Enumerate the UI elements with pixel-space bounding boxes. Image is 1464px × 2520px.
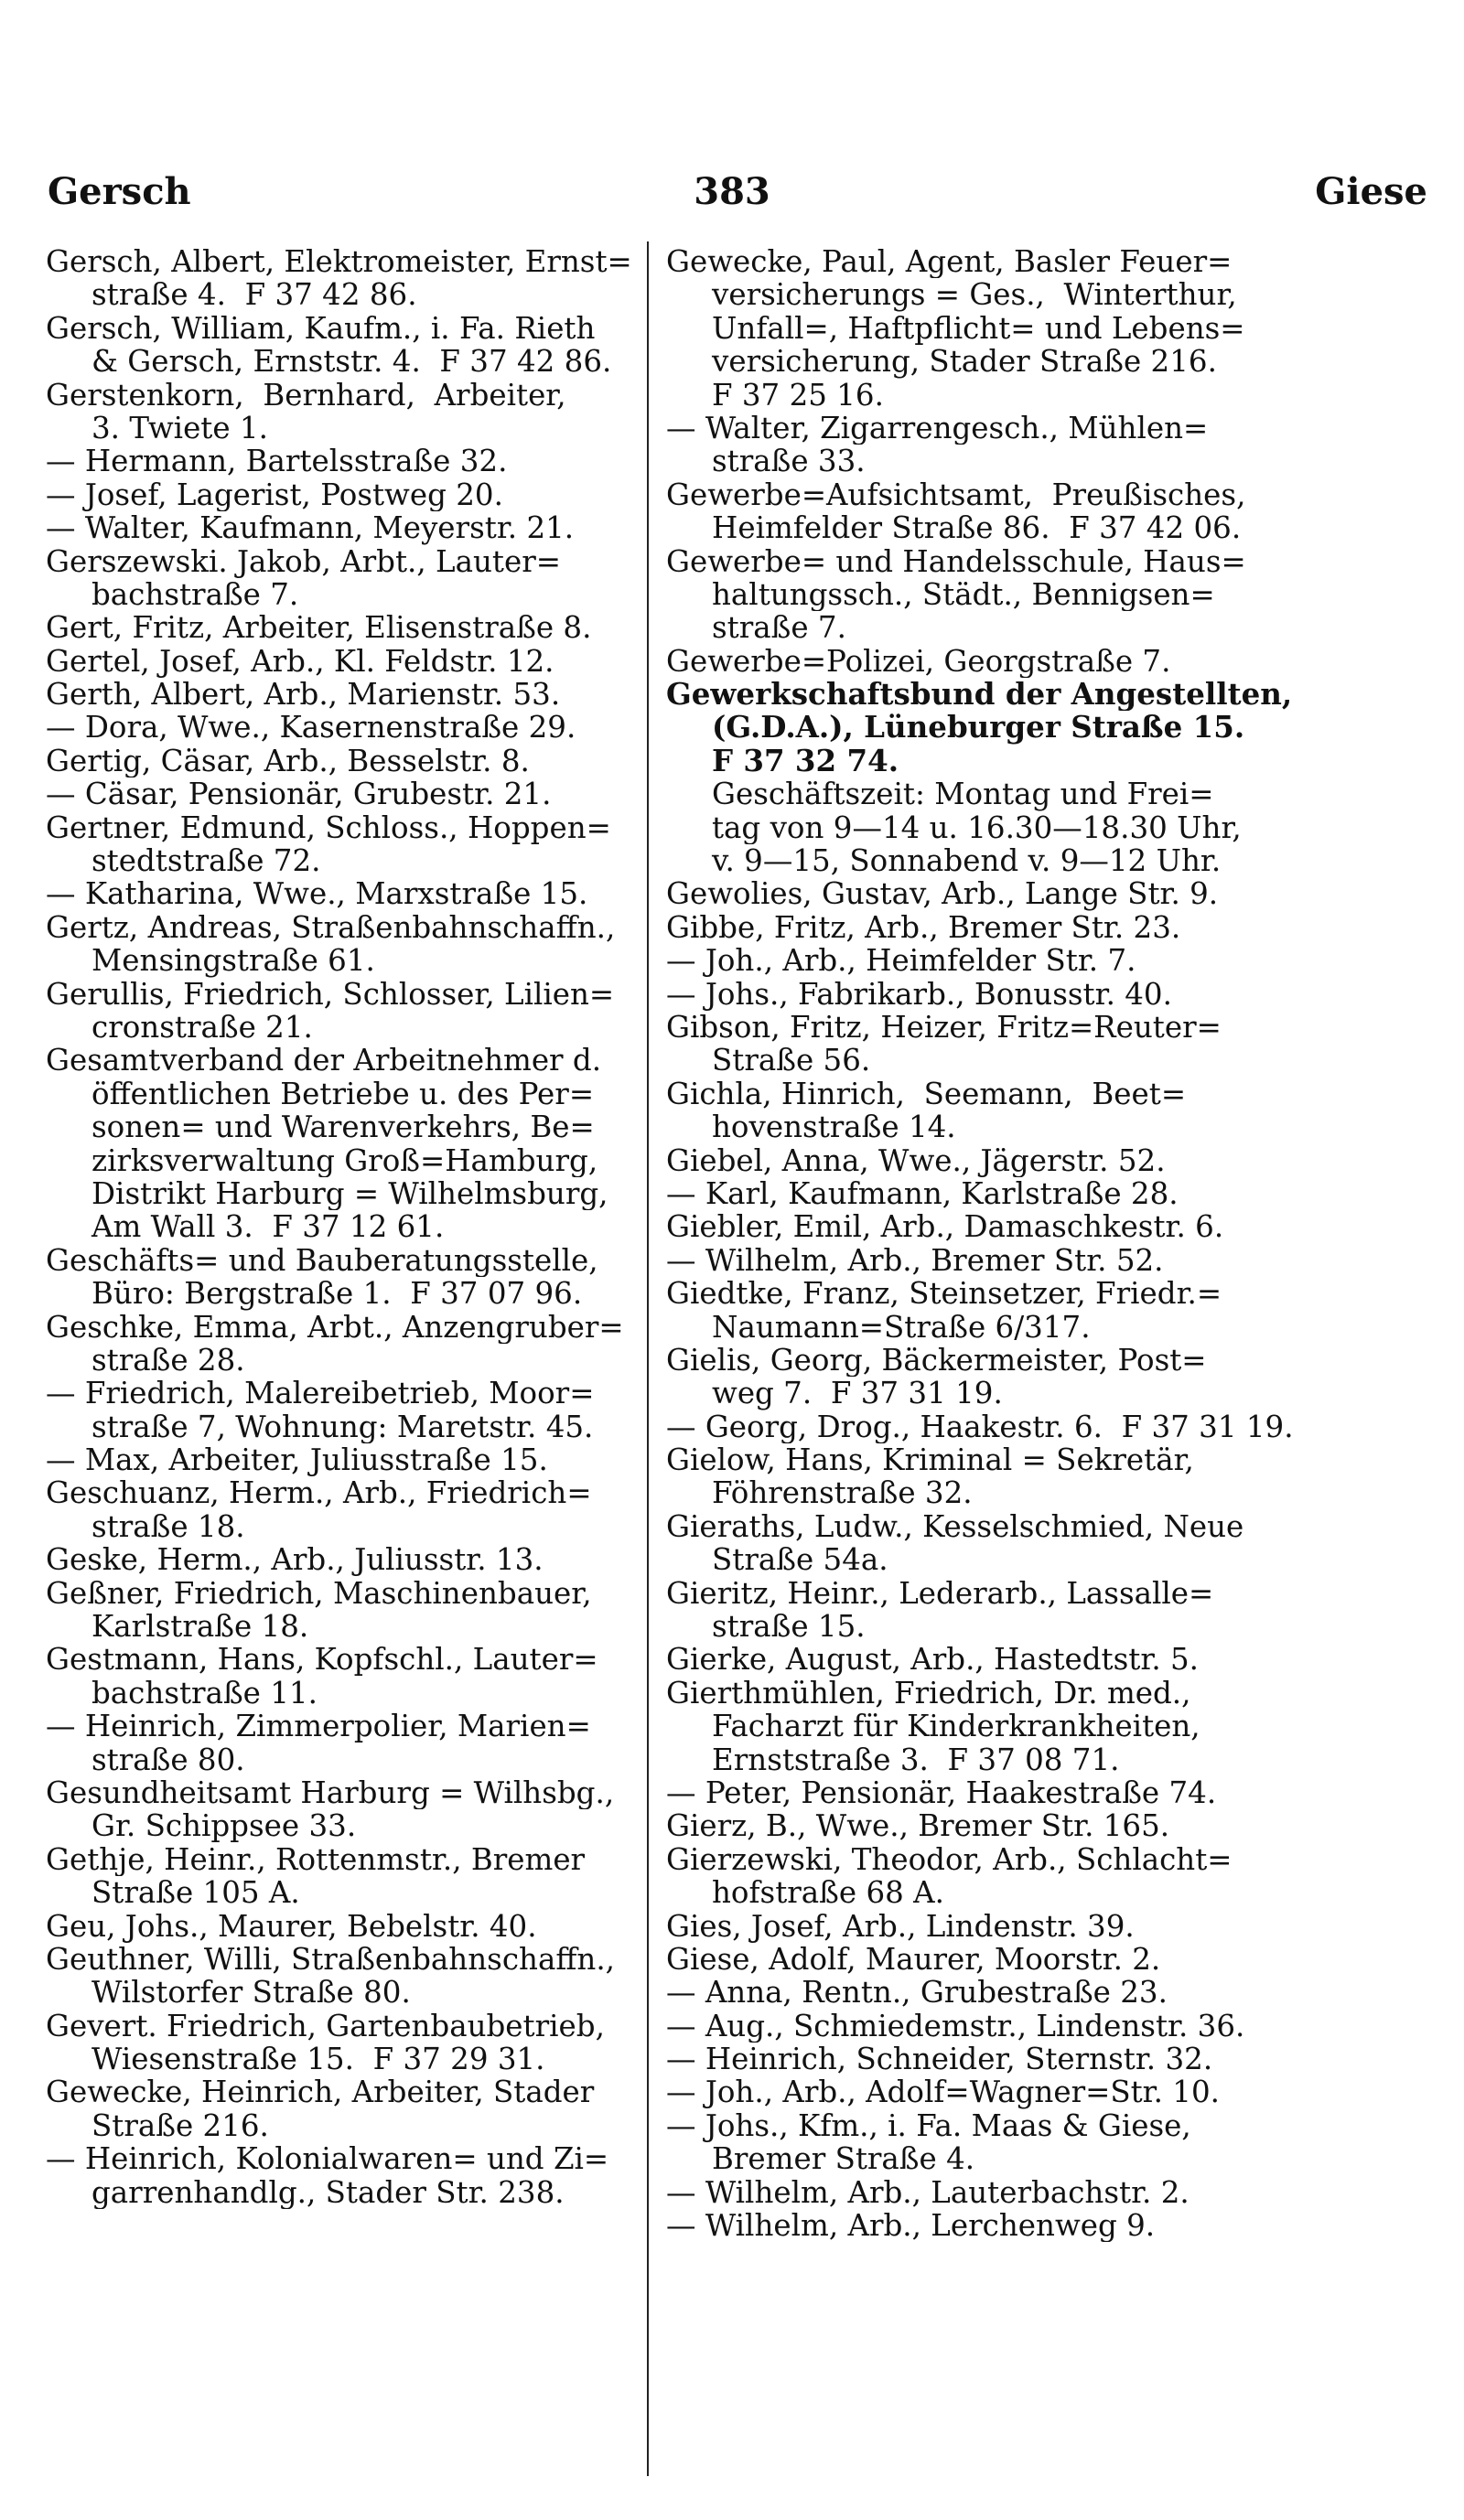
entry-continuation-line: straße 33. bbox=[712, 445, 866, 478]
entry-continuation-line: versicherung, Stader Straße 216. bbox=[712, 345, 1217, 379]
entry-continuation-line: haltungssch., Städt., Bennigsen= bbox=[712, 577, 1215, 612]
entry-line: — Aug., Schmiedemstr., Lindenstr. 36. bbox=[666, 2009, 1245, 2043]
entry-continuation-line: Mensingstraße 61. bbox=[92, 944, 375, 978]
entry-continuation-line: straße 7. bbox=[712, 611, 846, 645]
entry-line: — Hermann, Bartelsstraße 32. bbox=[46, 445, 508, 478]
entry-line: — Joh., Arb., Adolf=Wagner=Str. 10. bbox=[666, 2075, 1220, 2109]
entry-continuation-line: Straße 54a. bbox=[712, 1543, 888, 1577]
entry-line: Gewecke, Paul, Agent, Basler Feuer= bbox=[666, 245, 1233, 279]
entry-continuation-line: Karlstraße 18. bbox=[92, 1610, 309, 1644]
entry-line: Gierzewski, Theodor, Arb., Schlacht= bbox=[666, 1842, 1233, 1877]
entry-continuation-line: straße 80. bbox=[92, 1743, 245, 1776]
entry-continuation-line: (G.D.A.), Lüneburger Straße 15. bbox=[712, 711, 1245, 745]
entry-line: Gielis, Georg, Bäckermeister, Post= bbox=[666, 1343, 1207, 1378]
entry-line: Gevert. Friedrich, Gartenbaubetrieb, bbox=[46, 2009, 605, 2043]
entry-line: — Georg, Drog., Haakestr. 6. F 37 31 19. bbox=[666, 1410, 1294, 1444]
entry-line: — Wilhelm, Arb., Lerchenweg 9. bbox=[666, 2209, 1156, 2243]
entry-continuation-line: Wilstorfer Straße 80. bbox=[92, 1976, 411, 2010]
entry-line: Gerullis, Friedrich, Schlosser, Lilien= bbox=[46, 977, 615, 1011]
entry-line: Gestmann, Hans, Kopfschl., Lauter= bbox=[46, 1643, 598, 1677]
entry-line: Gesundheitsamt Harburg = Wilhsbg., bbox=[46, 1775, 615, 1810]
entry-continuation-line: straße 4. F 37 42 86. bbox=[92, 278, 417, 312]
entry-line: — Joh., Arb., Heimfelder Str. 7. bbox=[666, 944, 1136, 978]
entry-line: Gieritz, Heinr., Lederarb., Lassalle= bbox=[666, 1576, 1214, 1611]
entry-continuation-line: Büro: Bergstraße 1. F 37 07 96. bbox=[92, 1277, 583, 1311]
entry-line: Gewerkschaftsbund der Angestellten, bbox=[666, 678, 1293, 712]
entry-line: Giebler, Emil, Arb., Damaschkestr. 6. bbox=[666, 1210, 1224, 1244]
entry-continuation-line: Wiesenstraße 15. F 37 29 31. bbox=[92, 2043, 545, 2076]
entry-continuation-line: F 37 25 16. bbox=[712, 378, 884, 412]
entry-line: Gichla, Hinrich, Seemann, Beet= bbox=[666, 1077, 1187, 1111]
entry-line: Geschke, Emma, Arbt., Anzengruber= bbox=[46, 1310, 624, 1344]
entry-continuation-line: Straße 216. bbox=[92, 2108, 269, 2143]
entry-line: Geu, Johs., Maurer, Bebelstr. 40. bbox=[46, 1909, 537, 1943]
entry-line: — Katharina, Wwe., Marxstraße 15. bbox=[46, 877, 588, 911]
entry-continuation-line: straße 7, Wohnung: Maretstr. 45. bbox=[92, 1410, 594, 1444]
entry-continuation-line: Bremer Straße 4. bbox=[712, 2142, 975, 2176]
entry-line: Gerszewski. Jakob, Arbt., Lauter= bbox=[46, 544, 561, 578]
entry-line: — Friedrich, Malereibetrieb, Moor= bbox=[46, 1377, 595, 1410]
entry-continuation-line: Naumann=Straße 6/317. bbox=[712, 1310, 1091, 1344]
entry-line: Gewerbe=Aufsichtsamt, Preußisches, bbox=[666, 477, 1246, 512]
entry-continuation-line: hovenstraße 14. bbox=[712, 1110, 956, 1144]
entry-continuation-line: Distrikt Harburg = Wilhelmsburg, bbox=[92, 1176, 608, 1211]
entry-continuation-line: versicherungs = Ges., Winterthur, bbox=[712, 278, 1237, 312]
entry-line: Gerth, Albert, Arb., Marienstr. 53. bbox=[46, 678, 561, 712]
entry-line: — Cäsar, Pensionär, Grubestr. 21. bbox=[46, 777, 552, 811]
entry-line: Geske, Herm., Arb., Juliusstr. 13. bbox=[46, 1543, 544, 1577]
entry-line: — Max, Arbeiter, Juliusstraße 15. bbox=[46, 1443, 548, 1477]
entry-line: — Johs., Fabrikarb., Bonusstr. 40. bbox=[666, 977, 1172, 1011]
entry-line: Geschäfts= und Bauberatungsstelle, bbox=[46, 1243, 598, 1278]
entry-continuation-line: Ernststraße 3. F 37 08 71. bbox=[712, 1743, 1120, 1776]
entry-continuation-line: hofstraße 68 A. bbox=[712, 1876, 944, 1910]
entry-line: — Josef, Lagerist, Postweg 20. bbox=[46, 477, 503, 512]
entry-line: Gielow, Hans, Kriminal = Sekretär, bbox=[666, 1443, 1194, 1477]
entry-line: Gertig, Cäsar, Arb., Besselstr. 8. bbox=[46, 744, 530, 778]
column-divider bbox=[647, 241, 649, 2476]
entry-continuation-line: straße 28. bbox=[92, 1343, 245, 1378]
entry-continuation-line: weg 7. F 37 31 19. bbox=[712, 1377, 1003, 1410]
entry-continuation-line: 3. Twiete 1. bbox=[92, 411, 268, 445]
entry-line: Gethje, Heinr., Rottenmstr., Bremer bbox=[46, 1842, 586, 1877]
right-column bbox=[666, 245, 1444, 2242]
entry-line: — Wilhelm, Arb., Lauterbachstr. 2. bbox=[666, 2175, 1190, 2210]
entry-line: — Peter, Pensionär, Haakestraße 74. bbox=[666, 1775, 1217, 1810]
entry-line: Gies, Josef, Arb., Lindenstr. 39. bbox=[666, 1909, 1135, 1943]
entry-continuation-line: Gr. Schippsee 33. bbox=[92, 1809, 357, 1843]
entry-line: — Walter, Zigarrengesch., Mühlen= bbox=[666, 411, 1209, 445]
entry-continuation-line: tag von 9—14 u. 16.30—18.30 Uhr, bbox=[712, 810, 1242, 845]
entry-line: — Heinrich, Schneider, Sternstr. 32. bbox=[666, 2043, 1213, 2076]
entry-continuation-line: Straße 56. bbox=[712, 1044, 871, 1078]
entry-line: Geßner, Friedrich, Maschinenbauer, bbox=[46, 1576, 592, 1611]
running-head-right: Giese bbox=[1315, 170, 1427, 213]
entry-line: Giedtke, Franz, Steinsetzer, Friedr.= bbox=[666, 1277, 1222, 1311]
entry-line: — Dora, Wwe., Kasernenstraße 29. bbox=[46, 711, 576, 745]
running-head-left: Gersch bbox=[48, 170, 191, 213]
entry-line: Gewerbe=Polizei, Georgstraße 7. bbox=[666, 644, 1171, 679]
entry-continuation-line: Heimfelder Straße 86. F 37 42 06. bbox=[712, 511, 1242, 545]
entry-line: Gewolies, Gustav, Arb., Lange Str. 9. bbox=[666, 877, 1219, 911]
entry-line: — Heinrich, Kolonialwaren= und Zi= bbox=[46, 2142, 609, 2176]
entry-continuation-line: Geschäftszeit: Montag und Frei= bbox=[712, 777, 1214, 811]
entry-continuation-line: straße 15. bbox=[712, 1610, 866, 1644]
page-number: 383 bbox=[694, 170, 770, 213]
entry-line: — Wilhelm, Arb., Bremer Str. 52. bbox=[666, 1243, 1164, 1278]
entry-line: Gierz, B., Wwe., Bremer Str. 165. bbox=[666, 1809, 1170, 1843]
entry-line: Giese, Adolf, Maurer, Moorstr. 2. bbox=[666, 1942, 1161, 1977]
entry-line: Gewecke, Heinrich, Arbeiter, Stader bbox=[46, 2075, 595, 2109]
entry-continuation-line: Straße 105 A. bbox=[92, 1876, 300, 1910]
entry-continuation-line: sonen= und Warenverkehrs, Be= bbox=[92, 1110, 595, 1144]
entry-continuation-line: bachstraße 7. bbox=[92, 577, 299, 612]
entry-continuation-line: zirksverwaltung Groß=Hamburg, bbox=[92, 1143, 598, 1177]
entry-line: Gibbe, Fritz, Arb., Bremer Str. 23. bbox=[666, 910, 1181, 945]
entry-continuation-line: Am Wall 3. F 37 12 61. bbox=[92, 1210, 445, 1244]
entry-line: — Karl, Kaufmann, Karlstraße 28. bbox=[666, 1176, 1179, 1211]
entry-line: Gesamtverband der Arbeitnehmer d. bbox=[46, 1044, 602, 1078]
entry-line: Geschuanz, Herm., Arb., Friedrich= bbox=[46, 1476, 592, 1510]
entry-line: — Heinrich, Zimmerpolier, Marien= bbox=[46, 1710, 591, 1743]
entry-line: Gerstenkorn, Bernhard, Arbeiter, bbox=[46, 378, 566, 412]
entry-line: — Walter, Kaufmann, Meyerstr. 21. bbox=[46, 511, 575, 545]
entry-line: Gersch, William, Kaufm., i. Fa. Rieth bbox=[46, 311, 596, 346]
entry-continuation-line: bachstraße 11. bbox=[92, 1676, 318, 1710]
entry-line: Geuthner, Willi, Straßenbahnschaffn., bbox=[46, 1942, 616, 1977]
entry-continuation-line: Facharzt für Kinderkrankheiten, bbox=[712, 1710, 1200, 1743]
entry-line: Gierke, August, Arb., Hastedtstr. 5. bbox=[666, 1643, 1199, 1677]
entry-continuation-line: stedtstraße 72. bbox=[92, 844, 321, 878]
entry-line: — Anna, Rentn., Grubestraße 23. bbox=[666, 1976, 1168, 2010]
entry-line: Gertz, Andreas, Straßenbahnschaffn., bbox=[46, 910, 616, 945]
entry-continuation-line: Föhrenstraße 32. bbox=[712, 1476, 973, 1510]
left-column bbox=[46, 245, 640, 2209]
entry-line: Giebel, Anna, Wwe., Jägerstr. 52. bbox=[666, 1143, 1166, 1177]
entry-continuation-line: straße 18. bbox=[92, 1509, 245, 1544]
entry-continuation-line: cronstraße 21. bbox=[92, 1010, 313, 1045]
entry-line: Gibson, Fritz, Heizer, Fritz=Reuter= bbox=[666, 1010, 1222, 1045]
entry-line: Gertel, Josef, Arb., Kl. Feldstr. 12. bbox=[46, 644, 554, 679]
entry-line: Gertner, Edmund, Schloss., Hoppen= bbox=[46, 810, 611, 845]
entry-continuation-line: F 37 32 74. bbox=[712, 744, 899, 778]
entry-line: — Johs., Kfm., i. Fa. Maas & Giese, bbox=[666, 2108, 1191, 2143]
entry-continuation-line: v. 9—15, Sonnabend v. 9—12 Uhr. bbox=[712, 844, 1222, 878]
entry-line: Gewerbe= und Handelsschule, Haus= bbox=[666, 544, 1246, 578]
entry-line: Gierthmühlen, Friedrich, Dr. med., bbox=[666, 1676, 1191, 1710]
entry-continuation-line: garrenhandlg., Stader Str. 238. bbox=[92, 2175, 565, 2210]
entry-continuation-line: Unfall=, Haftpflicht= und Lebens= bbox=[712, 311, 1245, 346]
entry-line: Gersch, Albert, Elektromeister, Ernst= bbox=[46, 245, 632, 279]
entry-continuation-line: öffentlichen Betriebe u. des Per= bbox=[92, 1077, 595, 1111]
entry-continuation-line: & Gersch, Ernststr. 4. F 37 42 86. bbox=[92, 345, 612, 379]
entry-line: Gert, Fritz, Arbeiter, Elisenstraße 8. bbox=[46, 611, 592, 645]
entry-line: Gieraths, Ludw., Kesselschmied, Neue bbox=[666, 1509, 1244, 1544]
